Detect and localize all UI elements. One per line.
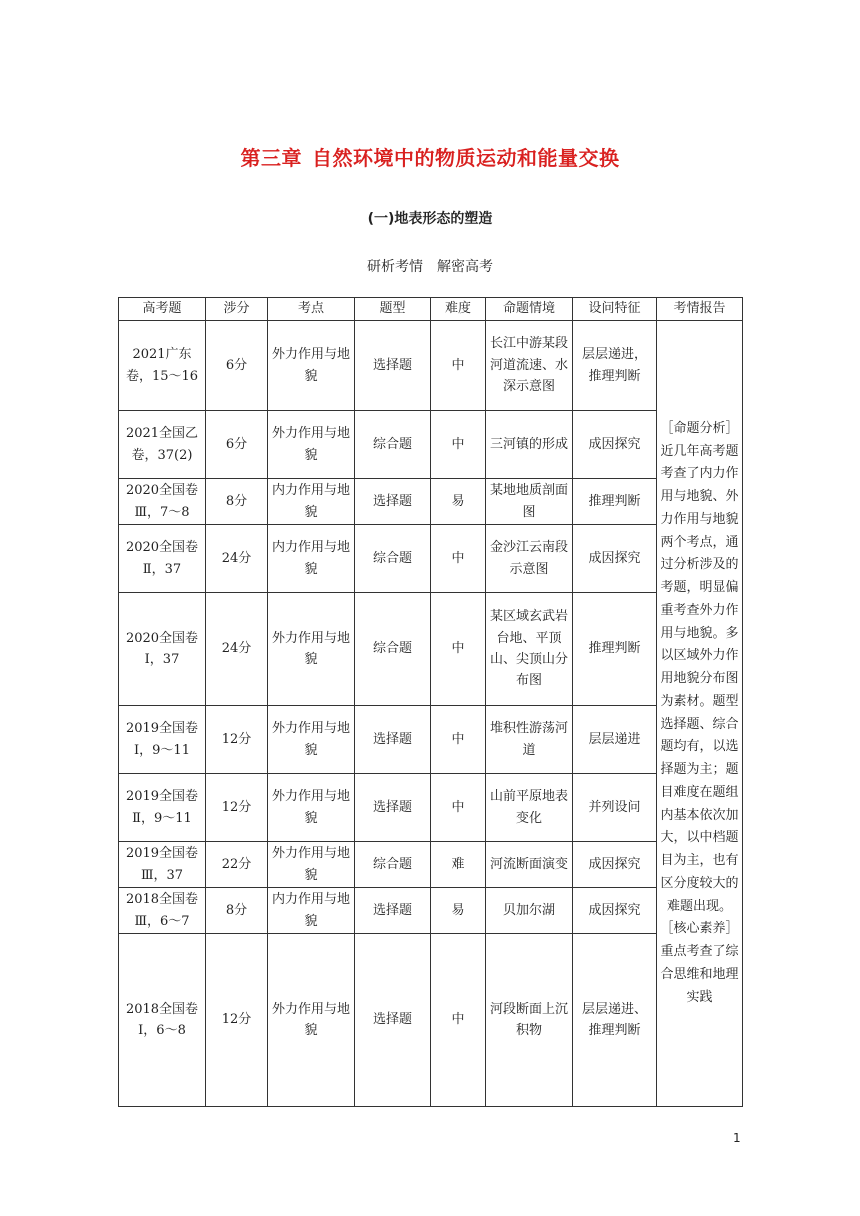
section-heading-right: 解密高考 <box>437 259 493 275</box>
cell-exam: 2019全国卷Ⅰ，9～11 <box>119 706 206 774</box>
header-difficulty: 难度 <box>431 298 486 321</box>
cell-difficulty: 中 <box>431 321 486 411</box>
cell-score: 24分 <box>206 593 268 706</box>
cell-context: 长江中游某段河道流速、水深示意图 <box>486 321 573 411</box>
table-row <box>119 479 743 525</box>
cell-context: 贝加尔湖 <box>486 888 573 934</box>
cell-difficulty: 中 <box>431 934 486 1107</box>
table-row <box>119 774 743 842</box>
cell-type: 选择题 <box>355 774 431 842</box>
header-report: 考情报告 <box>657 298 743 321</box>
chapter-number: 第三章 <box>240 146 302 170</box>
chapter-name: 自然环境中的物质运动和能量交换 <box>312 146 620 170</box>
cell-difficulty: 中 <box>431 774 486 842</box>
lesson-subtitle: (一)地表形态的塑造 <box>367 211 493 227</box>
cell-feature: 成因探究 <box>573 842 657 888</box>
cell-point: 外力作用与地貌 <box>268 593 355 706</box>
table-row <box>119 706 743 774</box>
header-context: 命题情境 <box>486 298 573 321</box>
cell-difficulty: 中 <box>431 706 486 774</box>
section-heading-left: 研析考情 <box>367 259 423 275</box>
cell-exam: 2019全国卷Ⅱ，9～11 <box>119 774 206 842</box>
cell-type: 综合题 <box>355 525 431 593</box>
cell-exam: 2021全国乙卷，37(2) <box>119 411 206 479</box>
cell-context: 三河镇的形成 <box>486 411 573 479</box>
cell-score: 22分 <box>206 842 268 888</box>
header-point: 考点 <box>268 298 355 321</box>
table-row <box>119 321 743 411</box>
cell-score: 8分 <box>206 888 268 934</box>
cell-point: 外力作用与地貌 <box>268 934 355 1107</box>
cell-type: 选择题 <box>355 706 431 774</box>
cell-type: 选择题 <box>355 888 431 934</box>
cell-point: 内力作用与地貌 <box>268 888 355 934</box>
table-header-row <box>119 298 743 321</box>
cell-feature: 推理判断 <box>573 593 657 706</box>
cell-score: 24分 <box>206 525 268 593</box>
cell-difficulty: 易 <box>431 888 486 934</box>
cell-score: 12分 <box>206 774 268 842</box>
table-row <box>119 842 743 888</box>
cell-feature: 层层递进 <box>573 706 657 774</box>
cell-score: 8分 <box>206 479 268 525</box>
cell-difficulty: 中 <box>431 525 486 593</box>
cell-difficulty: 易 <box>431 479 486 525</box>
cell-exam: 2020全国卷Ⅲ，7～8 <box>119 479 206 525</box>
cell-score: 6分 <box>206 411 268 479</box>
cell-context: 某区域玄武岩台地、平顶山、尖顶山分布图 <box>486 593 573 706</box>
cell-feature: 层层递进，推理判断 <box>573 321 657 411</box>
cell-report: ［命题分析］ 近几年高考题考查了内力作用与地貌、外力作用与地貌两个考点，通过分析涉及的考题，明显偏重考查外力作用与地貌。多以区域外力作用地貌分布图为素材。题型选择题、综合题均有，以选择题为主；题目难度在题组内基本依次加大，以中档题目为主，也有区分度较大的难题出现。［核心素养］ 重点考查了综合思维和地理实践 <box>657 321 743 1107</box>
cell-feature: 推理判断 <box>573 479 657 525</box>
cell-exam: 2018全国卷Ⅰ，6～8 <box>119 934 206 1107</box>
header-feature: 设问特征 <box>573 298 657 321</box>
cell-score: 12分 <box>206 934 268 1107</box>
cell-exam: 2018全国卷Ⅲ，6～7 <box>119 888 206 934</box>
cell-point: 外力作用与地貌 <box>268 321 355 411</box>
cell-difficulty: 难 <box>431 842 486 888</box>
header-score: 涉分 <box>206 298 268 321</box>
cell-context: 某地地质剖面图 <box>486 479 573 525</box>
cell-feature: 成因探究 <box>573 411 657 479</box>
cell-type: 综合题 <box>355 593 431 706</box>
cell-feature: 成因探究 <box>573 525 657 593</box>
cell-context: 河段断面上沉积物 <box>486 934 573 1107</box>
cell-feature: 层层递进、推理判断 <box>573 934 657 1107</box>
table-row <box>119 525 743 593</box>
cell-exam: 2020全国卷Ⅰ，37 <box>119 593 206 706</box>
cell-exam: 2021广东卷，15～16 <box>119 321 206 411</box>
cell-score: 12分 <box>206 706 268 774</box>
table-row <box>119 934 743 1107</box>
table-row <box>119 411 743 479</box>
exam-analysis-table <box>118 297 743 1107</box>
cell-difficulty: 中 <box>431 593 486 706</box>
cell-type: 选择题 <box>355 934 431 1107</box>
table-row <box>119 593 743 706</box>
table-row <box>119 888 743 934</box>
cell-point: 外力作用与地貌 <box>268 706 355 774</box>
cell-exam: 2019全国卷Ⅲ，37 <box>119 842 206 888</box>
cell-type: 综合题 <box>355 411 431 479</box>
chapter-title <box>0 142 860 171</box>
section-heading <box>0 256 860 276</box>
cell-feature: 成因探究 <box>573 888 657 934</box>
cell-context: 山前平原地表变化 <box>486 774 573 842</box>
cell-exam: 2020全国卷Ⅱ，37 <box>119 525 206 593</box>
cell-difficulty: 中 <box>431 411 486 479</box>
cell-feature: 并列设问 <box>573 774 657 842</box>
cell-type: 选择题 <box>355 321 431 411</box>
cell-point: 外力作用与地貌 <box>268 774 355 842</box>
header-type: 题型 <box>355 298 431 321</box>
cell-context: 堆积性游荡河道 <box>486 706 573 774</box>
cell-type: 选择题 <box>355 479 431 525</box>
page-number: 1 <box>733 1131 741 1145</box>
cell-point: 内力作用与地貌 <box>268 479 355 525</box>
cell-point: 外力作用与地貌 <box>268 842 355 888</box>
cell-point: 外力作用与地貌 <box>268 411 355 479</box>
cell-context: 金沙江云南段示意图 <box>486 525 573 593</box>
cell-type: 综合题 <box>355 842 431 888</box>
header-exam: 高考题 <box>119 298 206 321</box>
cell-context: 河流断面演变 <box>486 842 573 888</box>
cell-point: 内力作用与地貌 <box>268 525 355 593</box>
cell-score: 6分 <box>206 321 268 411</box>
